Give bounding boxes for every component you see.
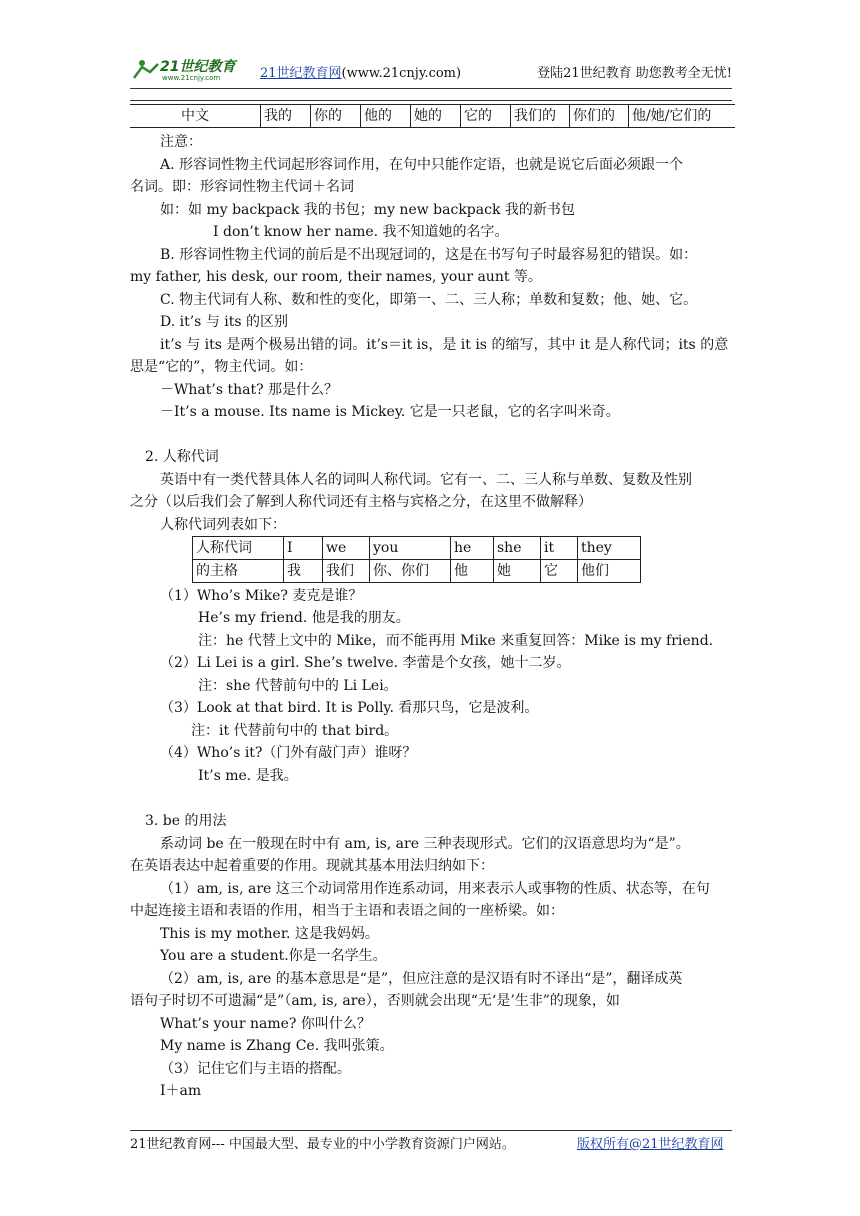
page-header <box>130 56 732 86</box>
text-line: （2）am, is, are 的基本意思是“是”，但应注意的是汉语有时不译出“是”，翻译成英 <box>160 971 683 987</box>
text-line: （3）记住它们与主语的搭配。 <box>160 1061 351 1077</box>
table-cell: 他们 <box>578 560 641 583</box>
footer-divider <box>130 1130 732 1131</box>
text-line: It’s me. 是我。 <box>198 768 298 784</box>
table-cell: I <box>284 537 323 560</box>
text-line: （2）Li Lei is a girl. She’s twelve. 李蕾是个女孩，她十二岁。 <box>160 655 571 671</box>
text-line: 中起连接主语和表语的作用，相当于主语和表语之间的一座桥梁。如： <box>130 903 564 919</box>
text-line: 注：it 代替前句中的 that bird。 <box>191 723 399 739</box>
table-cell: he <box>451 537 494 560</box>
table-cell: 我 <box>284 560 323 583</box>
text-line: 思是“它的”，物主代词。如： <box>130 359 313 375</box>
text-line: He’s my friend. 他是我的朋友。 <box>198 610 410 626</box>
table-cell: 我们 <box>323 560 370 583</box>
text-line: 如：如 my backpack 我的书包；my new backpack 我的新书包 <box>160 202 575 218</box>
text-line: 注：he 代替上文中的 Mike，而不能再用 Mike 来重复回答：Mike is my friend. <box>198 633 714 649</box>
table-cell: 它 <box>541 560 578 583</box>
text-line: What’s your name? 你叫什么？ <box>160 1016 371 1032</box>
site-link[interactable]: 21世纪教育网 <box>260 66 342 81</box>
section-heading: 3. be 的用法 <box>145 813 227 829</box>
text-line: 系动词 be 在一般现在时中有 am, is, are 三种表现形式。它们的汉语意思均为“是”。 <box>160 836 690 852</box>
table-top-divider <box>130 100 732 101</box>
text-line: I don’t know her name. 我不知道她的名字。 <box>213 224 509 240</box>
header-slogan: 登陆21世纪教育 助您教考全无忧! <box>537 66 732 81</box>
table-cell: 我的 <box>261 105 311 128</box>
table-cell: they <box>578 537 641 560</box>
table-cell: 她 <box>494 560 541 583</box>
table-cell: 他/她/它们的 <box>629 105 736 128</box>
text-line: You are a student.你是一名学生。 <box>160 948 387 964</box>
table-cell: 她的 <box>411 105 461 128</box>
text-line: My name is Zhang Ce. 我叫张策。 <box>160 1038 394 1054</box>
table-row <box>193 537 641 560</box>
table-cell: 人称代词 <box>193 537 284 560</box>
header-site-link[interactable] <box>260 62 461 81</box>
text-line: （4）Who’s it?（门外有敲门声）谁呀？ <box>160 745 417 761</box>
text-line: B. 形容词性物主代词的前后是不出现冠词的，这是在书写句子时最容易犯的错误。如： <box>160 247 698 263</box>
text-line: 名词。即：形容词性物主代词＋名词 <box>130 179 354 195</box>
text-line: 人称代词列表如下： <box>160 517 286 533</box>
table-cell: it <box>541 537 578 560</box>
text-line: （1）am, is, are 这三个动词常用作连系动词，用来表示人或事物的性质、状态等，在句 <box>160 881 710 897</box>
text-line: it’s 与 its 是两个极易出错的词。it’s＝it is，是 it is 的缩写，其中 it 是人称代词；its 的意 <box>160 337 729 353</box>
section-heading: 2. 人称代词 <box>145 449 219 465</box>
personal-pronoun-table <box>192 536 641 583</box>
table-cell: she <box>494 537 541 560</box>
text-line: A. 形容词性物主代词起形容词作用，在句中只能作定语，也就是说它后面必须跟一个 <box>160 157 684 173</box>
table-cell: 你们的 <box>570 105 629 128</box>
table-cell: 他 <box>451 560 494 583</box>
text-line: （1）Who’s Mike? 麦克是谁？ <box>160 588 363 604</box>
table-cell: you <box>370 537 451 560</box>
text-line: C. 物主代词有人称、数和性的变化，即第一、二、三人称；单数和复数；他、她、它。 <box>160 292 698 308</box>
table-cell: 他的 <box>361 105 411 128</box>
table-cell: 你、你们 <box>370 560 451 583</box>
text-line: 注意： <box>160 134 202 150</box>
text-line: 语句子时切不可遗漏“是”（am, is, are），否则就会出现“无‘是’生非”的现象，如 <box>130 993 620 1009</box>
footer-copyright-link[interactable]: 版权所有@21世纪教育网 <box>577 1137 724 1152</box>
text-line: 注：she 代替前句中的 Li Lei。 <box>198 678 398 694</box>
site-url: (www.21cnjy.com) <box>341 66 462 81</box>
svg-text:21世纪教育: 21世纪教育 <box>160 59 236 75</box>
table-row <box>193 560 641 583</box>
table-cell: 我们的 <box>511 105 570 128</box>
site-logo <box>130 56 240 82</box>
text-line: my father, his desk, our room, their names, your aunt 等。 <box>130 269 542 285</box>
header-divider <box>130 88 732 89</box>
possessive-pronoun-table <box>130 104 735 128</box>
text-line: I＋am <box>160 1083 202 1099</box>
table-cell: 的主格 <box>193 560 284 583</box>
text-line: 之分（以后我们会了解到人称代词还有主格与宾格之分，在这里不做解释） <box>130 494 592 510</box>
text-line: （3）Look at that bird. It is Polly. 看那只鸟，它是波利。 <box>160 700 539 716</box>
text-line: －What’s that? 那是什么？ <box>160 382 339 398</box>
text-line: 英语中有一类代替具体人名的词叫人称代词。它有一、二、三人称与单数、复数及性别 <box>160 472 692 488</box>
text-line: 在英语表达中起着重要的作用。现就其基本用法归纳如下： <box>130 858 494 874</box>
table-cell: 中文 <box>130 105 261 128</box>
table-cell: 它的 <box>461 105 511 128</box>
footer-text: 21世纪教育网--- 中国最大型、最专业的中小学教育资源门户网站。 <box>130 1137 515 1152</box>
svg-text:www.21cnjy.com: www.21cnjy.com <box>162 74 221 82</box>
table-row <box>130 105 735 128</box>
text-line: －It’s a mouse. Its name is Mickey. 它是一只老鼠，它的名字叫米奇。 <box>160 404 620 420</box>
table-cell: we <box>323 537 370 560</box>
table-cell: 你的 <box>311 105 361 128</box>
text-line: D. it’s 与 its 的区别 <box>160 314 289 330</box>
text-line: This is my mother. 这是我妈妈。 <box>160 926 379 942</box>
